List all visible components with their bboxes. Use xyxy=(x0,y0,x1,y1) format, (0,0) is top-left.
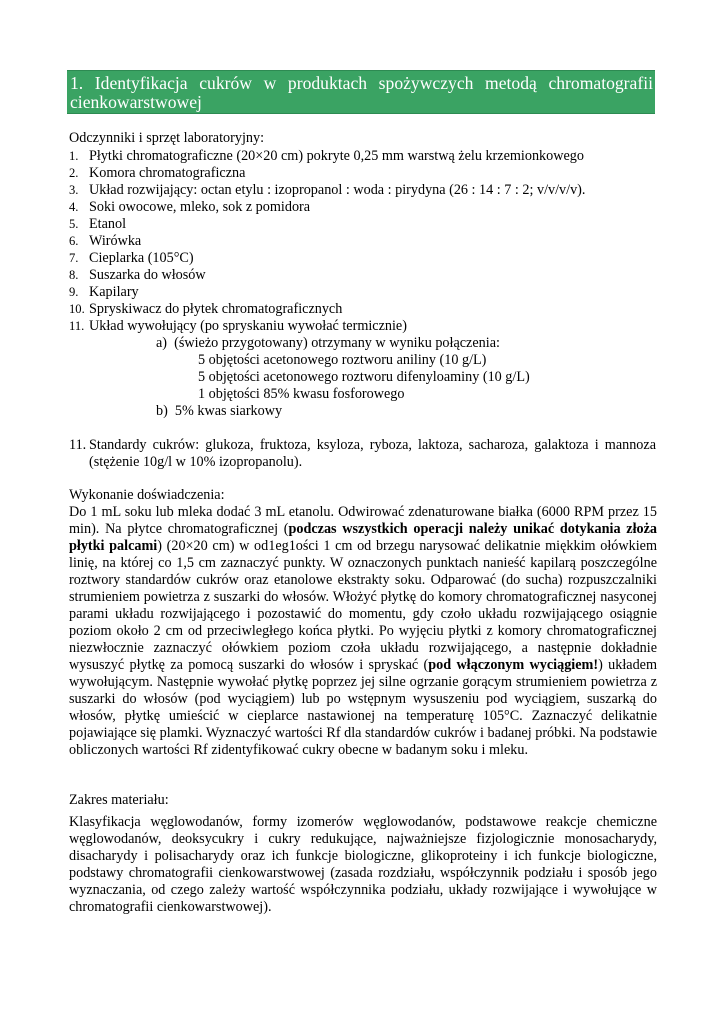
item-number: 1. xyxy=(69,149,79,163)
list-item xyxy=(69,216,659,233)
item-text: Etanol xyxy=(89,216,127,232)
item-text: Płytki chromatograficzne (20×20 cm) pokryte 0,25 mm warstwą żelu krzemionkowego xyxy=(89,148,584,164)
item-text: Układ rozwijający: octan etylu : izopropanol : woda : pirydyna (26 : 14 : 7 : 2; v/v/v/v). xyxy=(89,182,586,198)
list-item xyxy=(69,165,659,182)
list-item xyxy=(69,284,659,301)
developer-option-b: b) 5% kwas siarkowy xyxy=(156,403,283,419)
list-item xyxy=(69,182,659,199)
item-text: Suszarka do włosów xyxy=(89,267,206,283)
item-text: Spryskiwacz do płytek chromatograficznych xyxy=(89,301,343,317)
developer-option-a: a) (świeżo przygotowany) otrzymany w wyniku połączenia: xyxy=(156,335,500,351)
procedure-text xyxy=(69,504,657,759)
list-item xyxy=(69,267,659,284)
item-number: 11. xyxy=(69,319,85,333)
item-number: 3. xyxy=(69,183,79,197)
standards-item xyxy=(69,437,657,471)
list-item xyxy=(69,199,659,216)
list-item xyxy=(69,301,659,318)
item-number: 10. xyxy=(69,302,85,316)
scope-text: Klasyfikacja węglowodanów, formy izomerów węglowodanów, podstawowe reakcje chemiczne węglowodanów, deoksycukry i cukry redukujące, najważniejsze fizjologicznie monosacharydy, disacharydy i polisacharydy oraz ich funkcje biologiczne, glikoproteiny i ich funkcje biologiczne, podstawy chromatografii cienkowarstwowej (zasada rozdziału, współczynnik podziału i sposób jego wyznaczania, od czego zależy wartość współczynnika podziału, układy rozwijające i wywołujące w chromatografii cienkowarstwowej). xyxy=(69,814,657,915)
item-number: 5. xyxy=(69,217,79,231)
item-number: 7. xyxy=(69,251,79,265)
scope-heading: Zakres materiału: xyxy=(69,792,169,808)
item-text: Komora chromatograficzna xyxy=(89,165,246,181)
item-number: 11. xyxy=(69,437,87,453)
item-text: Układ wywołujący (po spryskaniu wywołać termicznie) xyxy=(89,318,407,334)
reagents-heading: Odczynniki i sprzęt laboratoryjny: xyxy=(69,130,265,146)
item-number: 6. xyxy=(69,234,79,248)
reagents-list xyxy=(69,148,659,335)
item-text: Soki owocowe, mleko, sok z pomidora xyxy=(89,199,311,215)
developer-component: 1 objętości 85% kwasu fosforowego xyxy=(198,386,405,402)
item-text: Wirówka xyxy=(89,233,142,249)
item-number: 4. xyxy=(69,200,79,214)
item-text: Kapilary xyxy=(89,284,139,300)
list-item xyxy=(69,250,659,267)
procedure-warning: pod włączonym wyciągiem! xyxy=(428,657,599,673)
standards-text: Standardy cukrów: glukoza, fruktoza, ksyloza, ryboza, laktoza, sacharoza, galaktoza i mannoza (stężenie 10g/l w 10% izopropanolu). xyxy=(89,437,656,470)
section-title-banner xyxy=(67,70,655,114)
section-title: 1. Identyfikacja cukrów w produktach spożywczych metodą chromatografii cienkowarstwowej xyxy=(70,73,653,112)
list-item xyxy=(69,233,659,250)
procedure-heading: Wykonanie doświadczenia: xyxy=(69,487,225,503)
list-item xyxy=(69,318,659,335)
procedure-warning: podczas wszystkich operacji należy unikać dotykania złoża płytki palcami xyxy=(69,521,658,554)
procedure-text-part: ) (20×20 cm) w od1eg1ości 1 cm od brzegu narysować delikatnie miękkim ołówkiem linię, na której co 1,5 cm zaznaczyć punkty. W oznaczonych punktach nanieść kapilarą poszczególne roztwory standardów cukrów oraz etanolowe ekstrakty soku. Odparować (do sucha) rozpuszczalniki strumieniem powietrza z suszarki do włosów. Włożyć płytkę do komory chromatograficznej nasyconej parami układu rozwijającego i pozostawić do momentu, gdy czoło układu rozwijającego osiągnie poziom około 2 cm od przeciwległego końca płytki. Po wyjęciu płytki z komory chromatograficznej niezwłocznie zaznaczyć ołówkiem poziom czoła układu rozwijającego, a następnie dokładnie wysuszyć płytkę za pomocą suszarki do włosów i spryskać ( xyxy=(69,538,658,673)
item-text: Cieplarka (105°C) xyxy=(89,250,194,266)
developer-component: 5 objętości acetonowego roztworu aniliny (10 g/L) xyxy=(198,352,487,368)
procedure-text-part: Do 1 mL soku lub mleka dodać 3 mL etanolu. Odwirować zdenaturowane białka (6000 RPM przez 15 min). Na płytce chromatograficznej ( xyxy=(69,504,657,537)
list-item xyxy=(69,148,659,165)
item-number: 2. xyxy=(69,166,79,180)
procedure-text-part: ) układem wywołującym. Następnie wywołać płytkę poprzez jej silne ogrzanie gorącym strumieniem powietrza z suszarki do włosów (pod wyciągiem) lub po wstępnym wysuszeniu pod wyciągiem, suszarką do włosów, płytkę umieścić w cieplarce nastawionej na temperaturę 105°C. Zaznaczyć delikatnie pojawiające się plamki. Wyznaczyć wartości Rf dla standardów cukrów i badanej próbki. Na podstawie obliczonych wartości Rf zidentyfikować cukry obecne w badanym soku i mleku. xyxy=(69,657,658,758)
item-number: 9. xyxy=(69,285,79,299)
item-number: 8. xyxy=(69,268,79,282)
developer-component: 5 objętości acetonowego roztworu difenyloaminy (10 g/L) xyxy=(198,369,530,385)
